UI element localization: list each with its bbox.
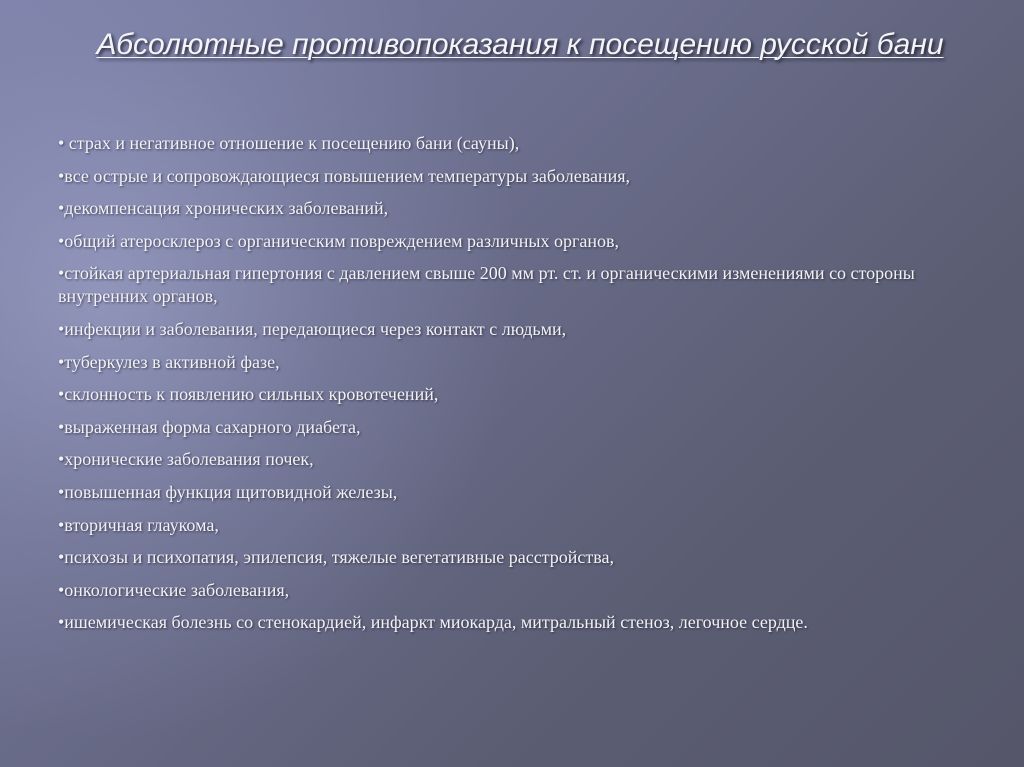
list-item: •психозы и психопатия, эпилепсия, тяжелые вегетативные расстройства, [58, 547, 615, 568]
list-item: •онкологические заболевания, [58, 579, 290, 600]
list-item: •хронические заболевания почек, [58, 449, 314, 470]
list-item: • страх и негативное отношение к посещению бани (сауны), [58, 133, 520, 153]
contraindications-list [58, 132, 958, 644]
list-item: •склонность к появлению сильных кровотечений, [58, 384, 439, 405]
list-item: •все острые и сопровождающиеся повышением температуры заболевания, [58, 165, 631, 186]
list-item: •общий атеросклероз с органическим повреждением различных органов, [58, 230, 619, 251]
slide-title: Абсолютные противопоказания к посещению русской бани [96, 28, 944, 61]
list-item: •ишемическая болезнь со стенокардией, инфаркт миокарда, митральный стеноз, легочное сердце. [58, 612, 808, 633]
list-item: •вторичная глаукома, [58, 514, 219, 535]
list-item: •инфекции и заболевания, передающиеся через контакт с людьми, [58, 318, 567, 339]
list-item: •повышенная функция щитовидной железы, [58, 481, 398, 502]
list-item: •туберкулез в активной фазе, [58, 351, 280, 372]
list-item: •декомпенсация хронических заболеваний, [58, 198, 389, 219]
list-item: •стойкая артериальная гипертония с давлением свыше 200 мм рт. ст. и органическими изменениями со стороны внутренних органов, [58, 263, 915, 307]
list-item: •выраженная форма сахарного диабета, [58, 416, 361, 437]
